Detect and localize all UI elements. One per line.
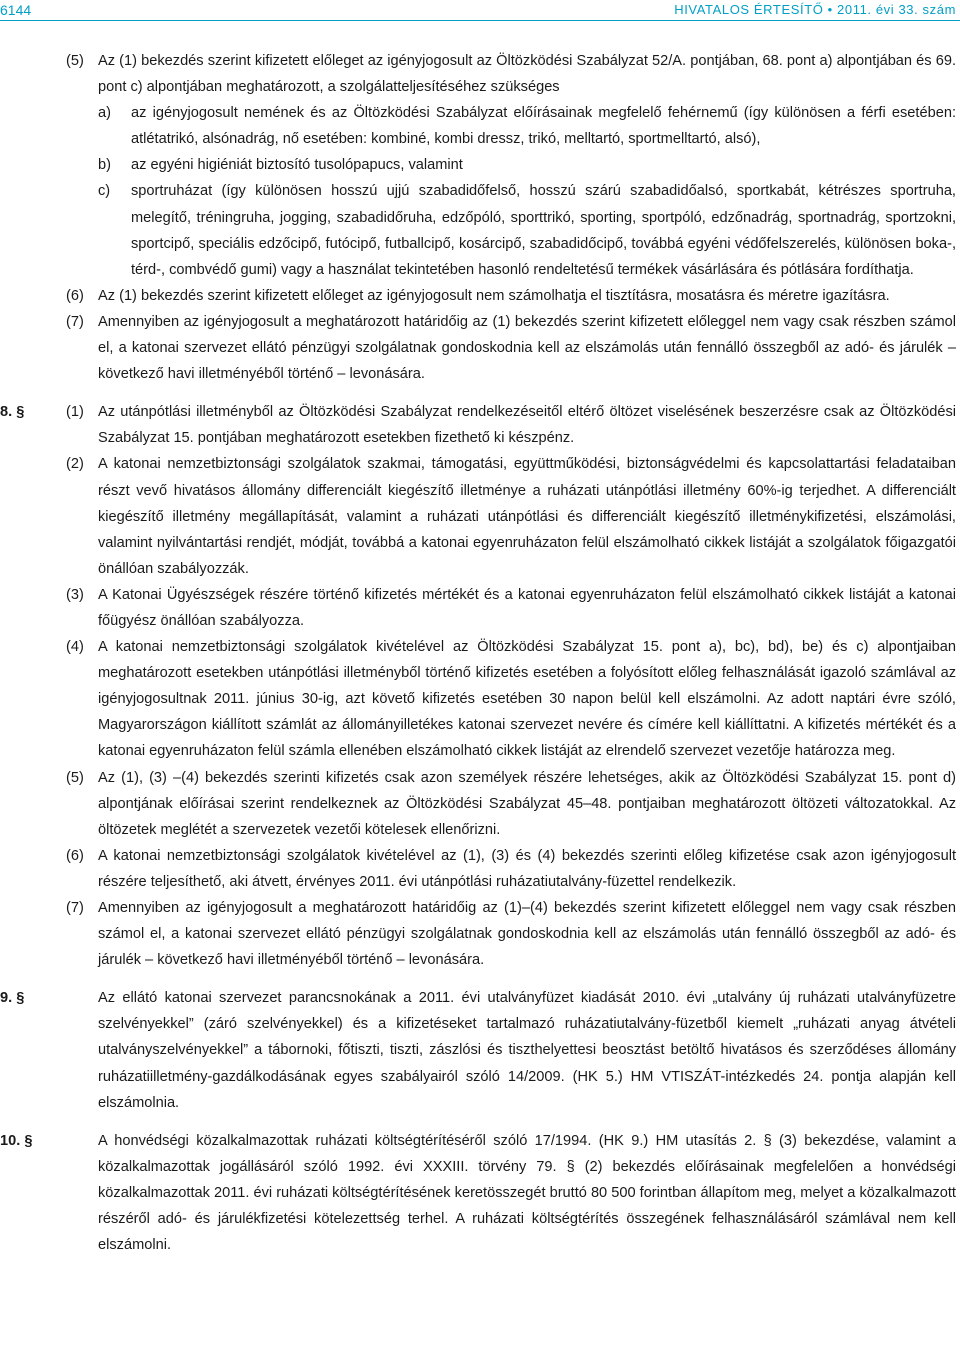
- paragraph-number: (1): [66, 404, 84, 421]
- section-gap: [0, 973, 960, 985]
- subpoint-text: az igényjogosult nemének és az Öltözködési Szabályzat előírásainak megfelelő fehérnemű (így különösen a férfi esetében: atlétatrikó, alsónadrág, nő esetében: kombiné, kombi dressz, trikó, melltartó, sportmelltartó, alsó),: [131, 105, 956, 148]
- paragraph-number: (4): [66, 639, 84, 656]
- paragraph-number: (7): [66, 313, 84, 330]
- section-8-paragraph: [0, 843, 960, 895]
- section-10: [0, 1128, 960, 1258]
- paragraph-5: [0, 48, 960, 100]
- section-8-paragraph: [0, 765, 960, 843]
- paragraph-number: (6): [66, 847, 84, 864]
- section-number: 8. §: [0, 404, 25, 421]
- section-number: 10. §: [0, 1132, 33, 1149]
- section-8-paragraph: [0, 634, 960, 764]
- paragraph-number: (6): [66, 287, 84, 304]
- paragraph-6: [0, 283, 960, 309]
- page-number: 6144: [0, 2, 32, 18]
- section-8-paragraph: [0, 582, 960, 634]
- paragraph-text: Az (1) bekezdés szerint kifizetett előleget az igényjogosult az Öltözködési Szabályzat 52/A. pontjában, 68. pont a) alpontjában és 69. pont c) alpontjában meghatározott, a szolgálatteljesítéséhez szükséges: [98, 53, 956, 96]
- section-9: [0, 985, 960, 1115]
- paragraph-number: (3): [66, 586, 84, 603]
- subpoint-label: c): [98, 183, 111, 200]
- paragraph-number: (5): [66, 769, 84, 786]
- section-gap: [0, 1116, 960, 1128]
- subpoint-text: az egyéni higiéniát biztosító tusolópapucs, valamint: [131, 157, 463, 174]
- section-8-paragraph: [0, 451, 960, 581]
- section-8: [0, 399, 960, 973]
- section-8-paragraph: [0, 399, 960, 451]
- paragraph-number: (7): [66, 900, 84, 916]
- subpoint-a: [0, 100, 960, 152]
- paragraph-text: A katonai nemzetbiztonsági szolgálatok szakmai, támogatási, együttműködési, biztonságvédelmi és kapcsolattartási feladataiban részt vevő hivatásos állomány differenciált kiegészítő illetménye a ruházati utánpótlási illetmény 60%-ig terjedhet. A differenciált kiegészítő illetmény megállapítását, valamint a ruházati utánpótlási és differenciált kiegészítő illetménykifizetési, elszámolási, valamint nyilvántartási rendjét, módját, továbbá a katonai egyenruházaton felül elszámolható cikkek listáját a szolgálatok főigazgatói önállóan szabályozzák.: [98, 456, 956, 577]
- paragraph-7: [0, 309, 960, 387]
- section-10-text: A honvédségi közalkalmazottak ruházati költségtérítéséről szóló 17/1994. (HK 9.) HM utasítás 2. § (3) bekezdése, valamint a közalkalmazottak jogállásáról szóló 1992. évi XXXIII. törvény 79. § (2) bekezdés előírásainak megfelelően a honvédségi közalkalmazottak 2011. évi ruházati költségtérítésének keretösszegét bruttó 80 500 forintban állapítom meg, melyet a közalkalmazott részéről adó- és járulékfizetési kötelezettség terhel. A ruházati költségtérítés összegének felhasználásáról számlával nem kell elszámolni.: [98, 1132, 956, 1254]
- section-gap: [0, 387, 960, 399]
- subpoint-label: b): [98, 157, 111, 174]
- paragraph-text: Amennyiben az igényjogosult a meghatározott határidőig az (1) bekezdés szerint kifizetett előleggel nem vagy csak részben számol el, a katonai szervezet ellátó pénzügyi szolgálatnak gondoskodnia kell az elszámolás után fennálló összegből az adó- és járulék – következő havi illetményéből történő – levonására.: [98, 313, 956, 383]
- page-header: [0, 0, 960, 24]
- paragraph-text: Az (1) bekezdés szerint kifizetett előleget az igényjogosult nem számolhatja el tisztításra, mosatásra és méretre igazításra.: [98, 287, 890, 304]
- paragraph-number: (5): [66, 53, 84, 69]
- paragraph-number: (2): [66, 456, 84, 473]
- section-8-paragraph: [0, 895, 960, 973]
- subpoint-label: a): [98, 105, 111, 122]
- paragraph-text: A katonai nemzetbiztonsági szolgálatok kivételével az (1), (3) és (4) bekezdés szerinti előleg kifizetése csak azon igényjogosult részére teljesíthető, aki átvett, érvényes 2011. évi utánpótlási ruházatiutalvány-füzettel rendelkezik.: [98, 847, 956, 890]
- journal-title: HIVATALOS ÉRTESÍTŐ • 2011. évi 33. szám: [674, 2, 956, 17]
- section-number: 9. §: [0, 990, 25, 1007]
- subpoint-c: [0, 178, 960, 282]
- paragraph-text: Az (1), (3) –(4) bekezdés szerinti kifizetés csak azon személyek részére lehetséges, akik az Öltözködési Szabályzat 15. pont d) alpontjának előírásai szerint rendelkeznek az Öltözködési Szabályzat 45–48. pontjaiban meghatározott öltözeti változatokkal. Az öltözetek meglétét a szervezetek vezetői kötelesek ellenőrizni.: [98, 769, 956, 838]
- paragraph-text: A Katonai Ügyészségek részére történő kifizetés mértékét és a katonai egyenruházaton felül elszámolható cikkek listáját a katonai főügyész önállóan szabályozza.: [98, 586, 956, 629]
- document-body: [0, 48, 960, 1258]
- section-9-text: Az ellátó katonai szervezet parancsnokának a 2011. évi utalványfüzet kiadását 2010. évi „utalvány új ruházati utalványfüzetre szelvényekkel” (záró szelvényekkel) és a kifizetéseket tartalmazó ruházatiutalvány-füzetből kiemelt „ruházati anyag átvételi utalványszelvényekkel” a tábornoki, főtiszti, tiszti, zászlósi és tiszthelyettesi beosztást betöltő hivatásos és szerződéses állomány ruházatiilletmény-gazdálkodásának egyes szabályairól szóló 14/2009. (HK 5.) HM VTISZÁT-intézkedés 24. pontja alapján kell elszámolnia.: [98, 990, 956, 1111]
- section-7-continuation: [0, 48, 960, 387]
- paragraph-text: Amennyiben az igényjogosult a meghatározott határidőig az (1)–(4) bekezdés szerint kifizetett előleggel nem vagy csak részben számol el, a katonai szervezet ellátó pénzügyi szolgálatnak gondoskodnia kell az elszámolás után fennálló összegből az adó- és járulék – következő havi illetményéből történő – levonására.: [98, 900, 956, 969]
- header-rule: [0, 20, 960, 21]
- subpoint-b: [0, 152, 960, 178]
- paragraph-text: A katonai nemzetbiztonsági szolgálatok kivételével az Öltözködési Szabályzat 15. pont a), bc), bd), be) és c) alpontjaiban meghatározott esetekben utánpótlási illetményből történő kifizetés esetében a folyósított előleg felhasználását igazoló számlával az igényjogosultnak 2011. június 30-ig, azt követő kifizetés esetében 30 napon belül kell elszámolni. Az adott naptári évre szóló, Magyarországon kiállított számlát az állományilletékes katonai szervezet nevére és címére kell kiállíttatni. A kifizetés mértékét és a katonai egyenruházaton felül számla ellenében elszámolható cikkek listáját az elrendelő szervezet vezetője határozza meg.: [98, 639, 956, 760]
- subpoint-text: sportruházat (így különösen hosszú ujjú szabadidőfelső, hosszú szárú szabadidőalsó, sportkabát, kétrészes sportruha, melegítő, tréningruha, jogging, szabadidőruha, edzőpóló, sporttrikó, sporting, sportpóló, edzőnadrág, sportnadrág, sportzokni, sportcipő, speciális edzőcipő, futócipő, futballcipő, kosárcipő, szabadidőcipő, továbbá egyéni védőfelszerelés, különösen boka-, térd-, combvédő gumi) vagy a használat tekintetében hasonló rendeltetésű termékek vásárlására és pótlására fordíthatja.: [131, 183, 956, 278]
- paragraph-text: Az utánpótlási illetményből az Öltözködési Szabályzat rendelkezéseitől eltérő öltözet viselésének beszerzésre csak az Öltözködési Szabályzat 15. pontjában meghatározott esetekben fizethető ki készpénz.: [98, 404, 956, 447]
